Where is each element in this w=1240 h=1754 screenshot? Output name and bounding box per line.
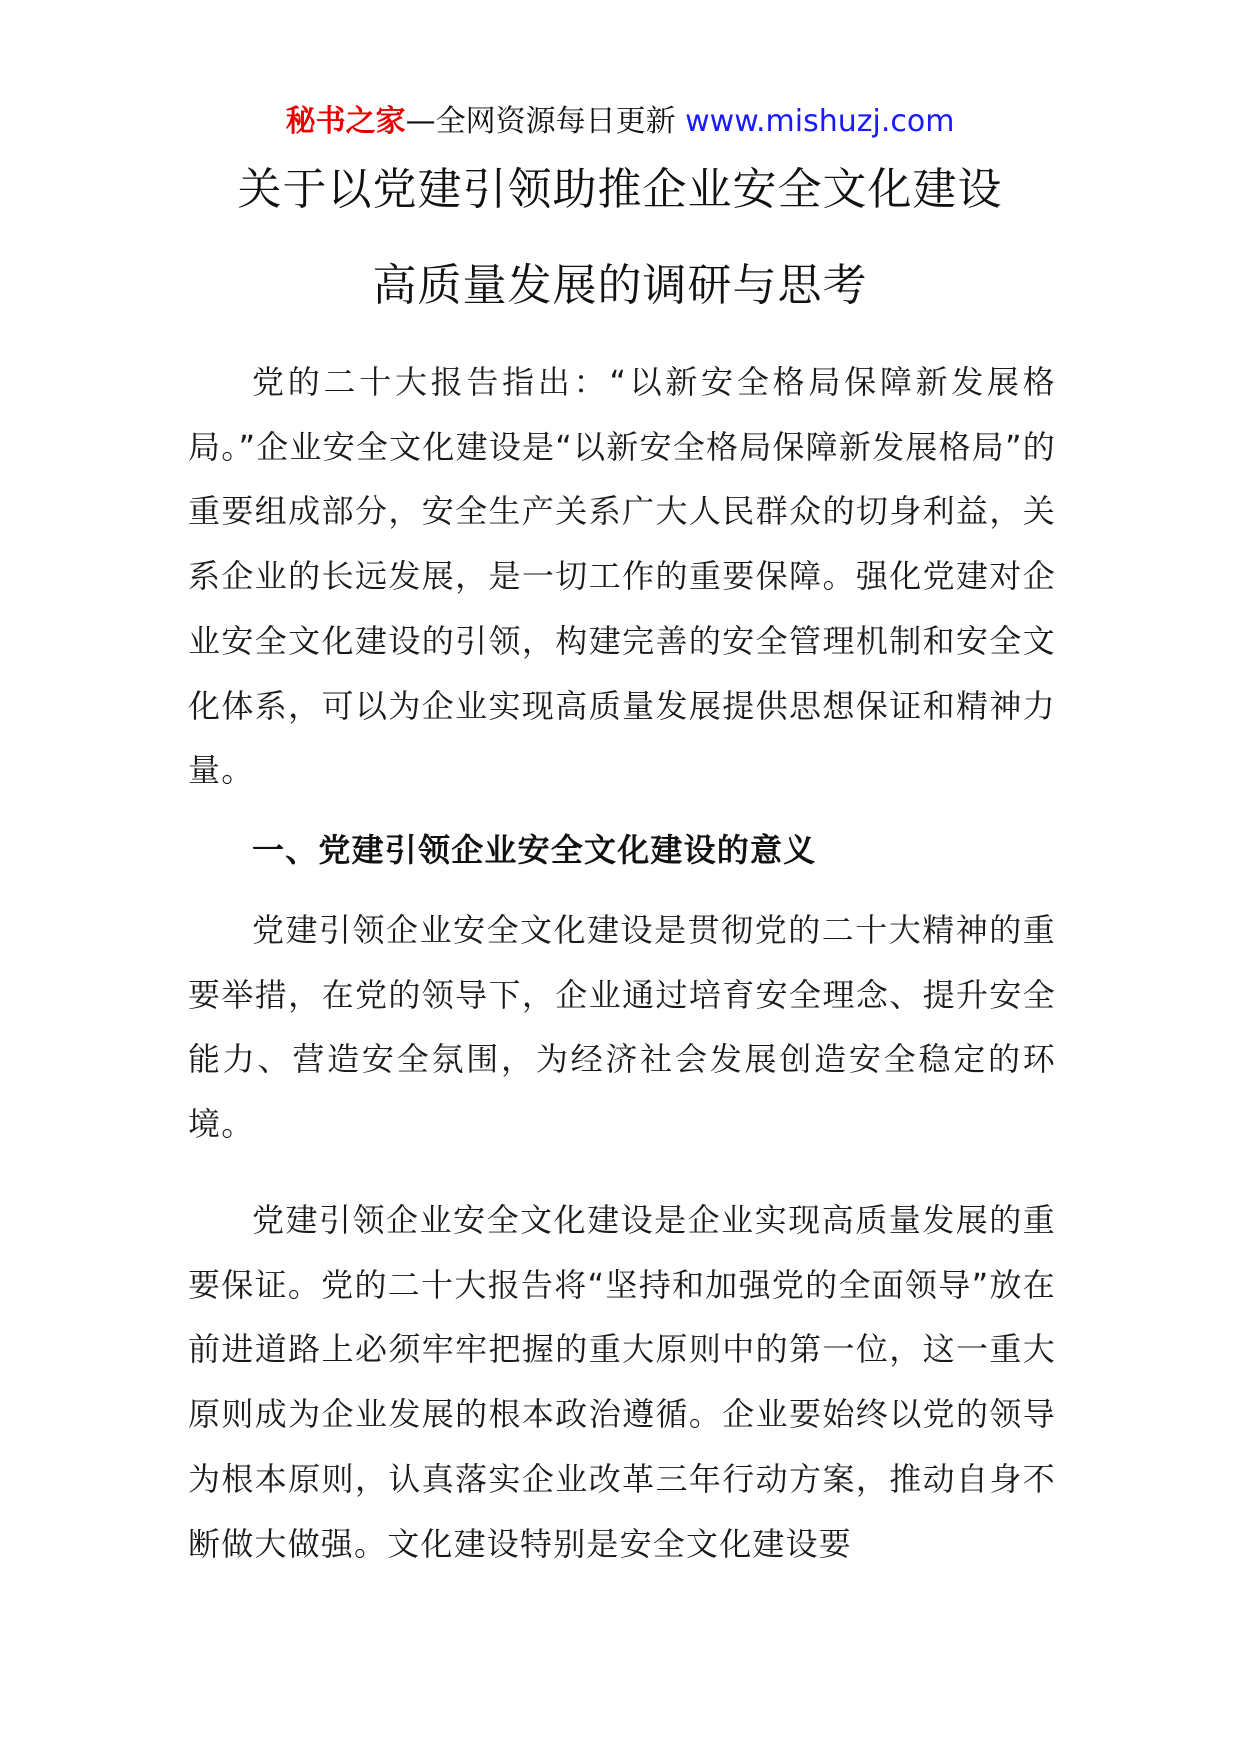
document-title-line-2: 高质量发展的调研与思考 [372,260,868,311]
banner-brand: 秘书之家 [285,104,406,139]
site-banner [0,100,1240,144]
document-title-line-1: 关于以党建引领助推企业安全文化建设 [237,164,1003,215]
banner-slogan: —全网资源每日更新 [405,104,686,139]
section-paragraph-2: 党建引领企业安全文化建设是企业实现高质量发展的重要保证。党的二十大报告将“坚持和加强党的全面领导”放在前进道路上必须牢牢把握的重大原则中的第一位，这一重大原则成为企业发展的根本政治遵循。企业要始终以党的领导为根本原则，认真落实企业改革三年行动方案，推动自身不断做大做强。文化建设特别是安全文化建设要 [188,1201,1056,1563]
section-paragraph-1: 党建引领企业安全文化建设是贯彻党的二十大精神的重要举措，在党的领导下，企业通过培育安全理念、提升安全能力、营造安全氛围，为经济社会发展创造安全稳定的环境。 [188,911,1056,1144]
intro-paragraph: 党的二十大报告指出：“以新安全格局保障新发展格局。”企业安全文化建设是“以新安全格局保障新发展格局”的重要组成部分，安全生产关系广大人民群众的切身利益，关系企业的长远发展，是一切工作的重要保障。强化党建对企业安全文化建设的引领，构建完善的安全管理机制和安全文化体系，可以为企业实现高质量发展提供思想保证和精神力量。 [188,363,1056,790]
banner-url[interactable]: www.mishuzj.com [685,104,955,139]
section-heading: 一、党建引领企业安全文化建设的意义 [252,831,817,869]
